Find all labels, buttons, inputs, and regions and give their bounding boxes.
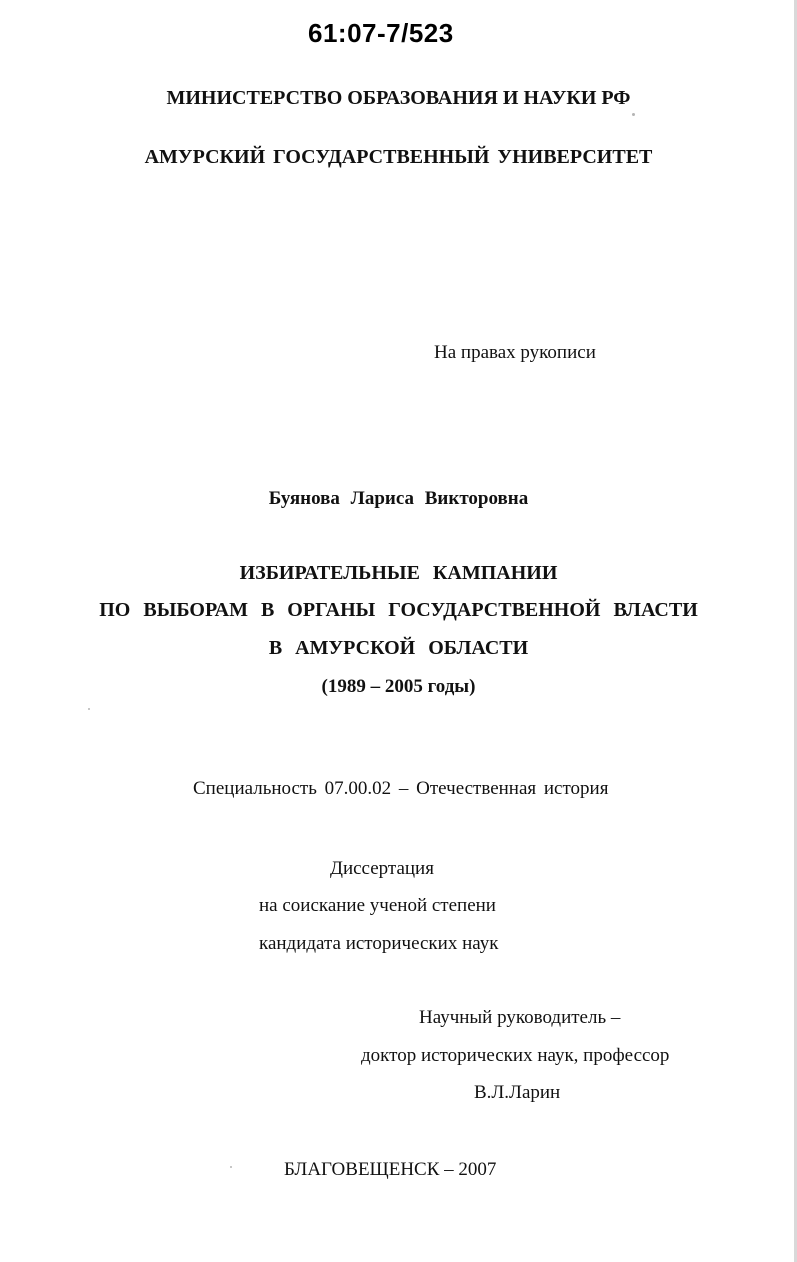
dissertation-label: Диссертация (330, 858, 434, 879)
scan-speck (632, 113, 635, 116)
supervisor-name: В.Л.Ларин (474, 1082, 561, 1103)
stamp-number: 61:07-7/523 (308, 18, 454, 48)
city-and-year: БЛАГОВЕЩЕНСК – 2007 (284, 1159, 497, 1180)
ministry-heading: МИНИСТЕРСТВО ОБРАЗОВАНИЯ И НАУКИ РФ (166, 87, 631, 109)
specialty-line: Специальность 07.00.02 – Отечественная история (193, 778, 609, 799)
supervisor-label: Научный руководитель – (419, 1007, 621, 1028)
scan-speck (88, 708, 90, 710)
author-name: Буянова Лариса Викторовна (268, 488, 529, 509)
degree-name: кандидата исторических наук (259, 933, 499, 954)
thesis-years: (1989 – 2005 годы) (321, 676, 476, 697)
manuscript-rights-note: На правах рукописи (434, 342, 596, 363)
thesis-title-line-1: ИЗБИРАТЕЛЬНЫЕ КАМПАНИИ (239, 562, 558, 584)
thesis-title-line-3: В АМУРСКОЙ ОБЛАСТИ (268, 637, 529, 659)
thesis-title-line-2: ПО ВЫБОРАМ В ОРГАНЫ ГОСУДАРСТВЕННОЙ ВЛАСТИ (99, 599, 698, 621)
scan-speck (230, 1166, 232, 1168)
supervisor-credentials: доктор исторических наук, профессор (361, 1045, 670, 1066)
university-heading: АМУРСКИЙ ГОСУДАРСТВЕННЫЙ УНИВЕРСИТЕТ (144, 146, 653, 168)
degree-purpose: на соискание ученой степени (259, 895, 496, 916)
